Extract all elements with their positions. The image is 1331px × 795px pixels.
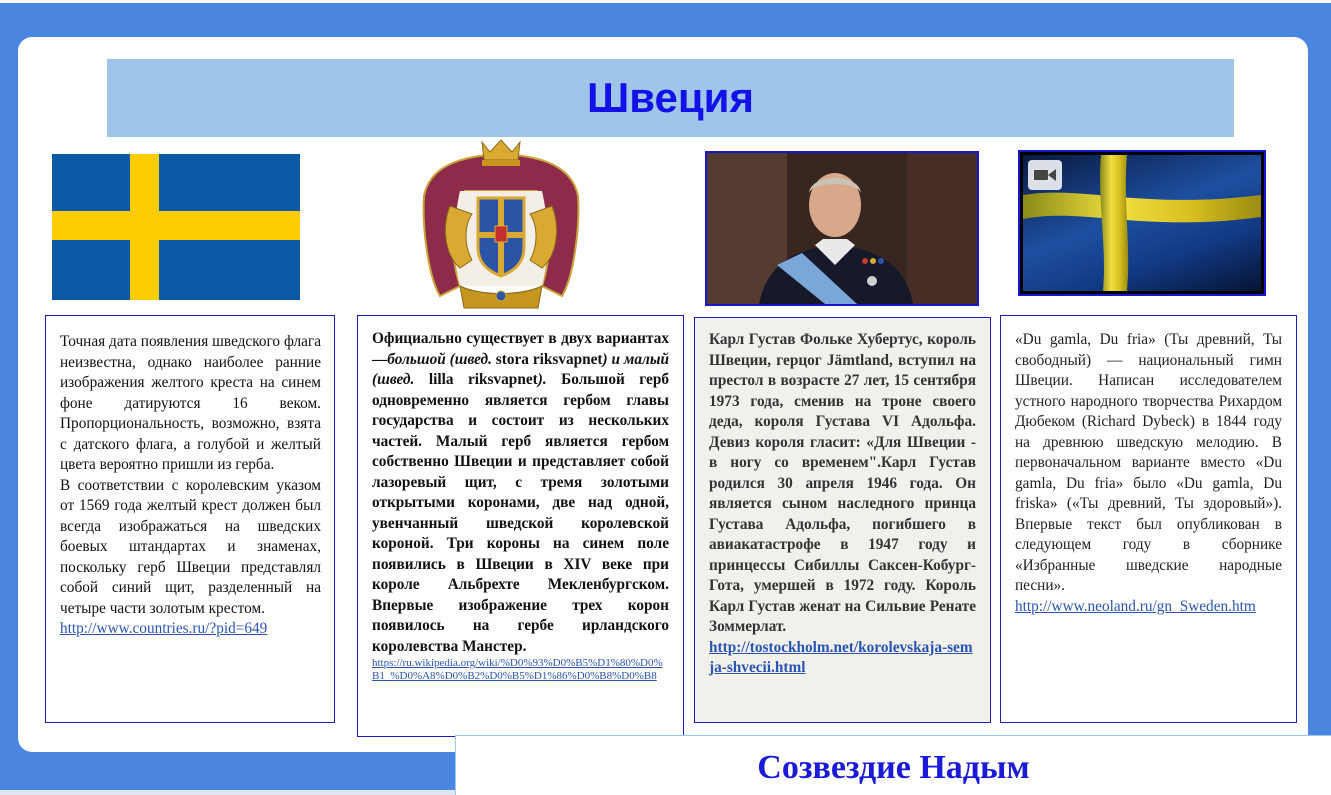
coat-of-arms-info-box — [357, 315, 684, 737]
title-bar — [107, 59, 1234, 137]
wikipedia-link[interactable]: https://ru.wikipedia.org/wiki/%D0%93%D0%B5%D1%80%D0%B1_%D0%A8%D0%B2%D0%B5%D1%86%D0%B8%D0%B8 — [372, 657, 663, 682]
page-title: Швеция — [587, 74, 754, 121]
top-strip — [0, 0, 1331, 3]
king-info-box — [694, 317, 991, 723]
coat-of-arms-image — [420, 136, 582, 312]
king-portrait-image — [705, 151, 979, 306]
footer-title: Созвездие Надым — [757, 748, 1030, 786]
anthem-info-box — [1000, 315, 1297, 723]
coat-of-arms-text: Официально существует в двух вариантах —большой (швед. stora riksvapnet) и малый (швед. lilla riksvapnet). Большой герб одновременно является гербом главы государства и состоит из нескольких частей. Малый герб является гербом собственно Швеции и представляет собой лазоревый щит, с тремя золотыми открытыми коронами, две над одной, увенчанный шведской королевской короной. Три короны на синем поле появились в Швеции в XIV веке при короле Альбрехте Мекленбургском. Впервые изображение трех корон появилось на гербе ирландского королевства Манстер. — [372, 330, 669, 655]
tostockholm-link[interactable]: http://tostockholm.net/korolevskaja-semja-shvecii.html — [709, 638, 973, 676]
flag-video[interactable] — [1018, 150, 1266, 296]
sweden-flag-image — [52, 154, 300, 300]
flag-info-box — [45, 315, 335, 723]
bottom-strip — [0, 790, 455, 795]
flag-info-paragraph-2: В соответствии с королевским указом от 1569 года желтый крест должен был всегда изображаться на шведских боевых штандартах и знаменах, поскольку герб Швеции представлял собой синий щит, разделенный на четыре части золотым крестом. — [60, 476, 321, 617]
king-info-text: Карл Густав Фольке Хубертус, король Швеции, герцог Jämtland, вступил на престол в возрасте 27 лет, 15 сентября 1973 года, сменив на троне своего деда, короля Густава VI Адольфа. Девиз короля гласит: «Для Швеции - в ногу со временем".Карл Густав родился 30 апреля 1946 года. Он является сыном наследного принца Густава Адольфа, погибшего в авиакатастрофе в 1947 году и принцессы Сибиллы Саксен-Кобург-Гота, умершей в 1972 году. Король Карл Густав женат на Сильвие Ренате Зоммерлат. — [709, 331, 976, 635]
countries-link[interactable]: http://www.countries.ru/?pid=649 — [60, 620, 268, 637]
flag-info-paragraph-1: Точная дата появления шведского флага неизвестна, однако наиболее ранние изображения желтого креста на синем фоне датируются 16 веком. Пропорциональность, возможно, взята с датского флага, а голубой и желтый цвета вероятно пришли из герба. — [60, 333, 321, 473]
neoland-link[interactable]: http://www.neoland.ru/gn_Sweden.htm — [1015, 597, 1256, 615]
footer-banner — [455, 735, 1331, 795]
anthem-info-text: «Du gamla, Du fria» (Ты древний, Ты свободный) — национальный гимн Швеции. Написан исследователем устного народного творчества Рихардом Дюбеком (Richard Dybeck) в 1844 году на древнюю шведскую мелодию. В первоначальном варианте вместо «Du gamla, Du fria» было «Du gamla, Du friska» («Ты древний, Ты здоровый»). Впервые текст был опубликован в следующем году в сборнике «Избранные шведские народные песни». — [1015, 331, 1282, 594]
video-camera-icon — [1028, 160, 1062, 190]
